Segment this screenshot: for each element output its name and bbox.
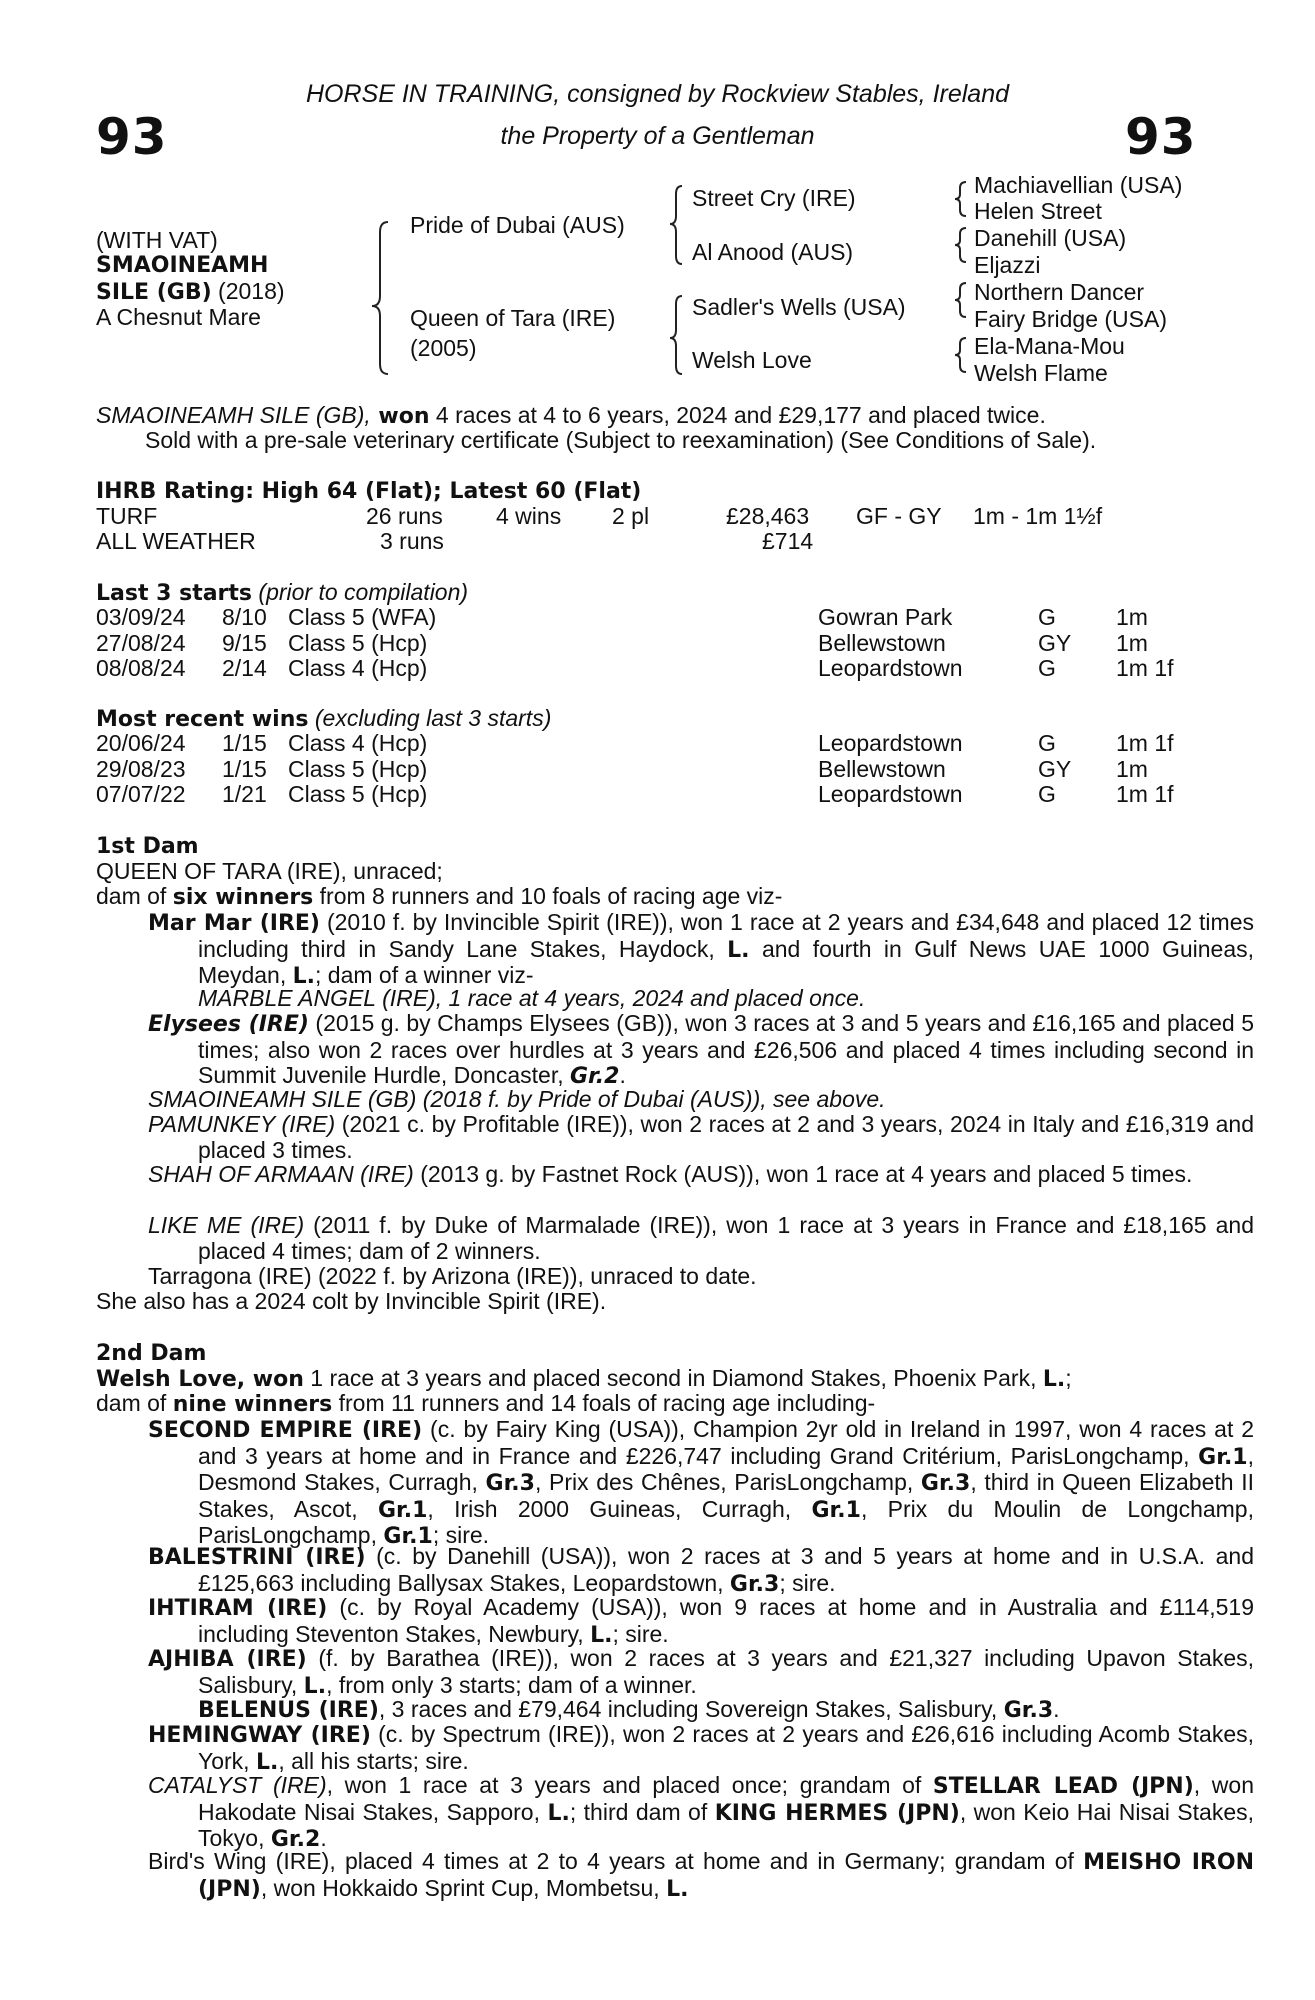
last3rows-course: Bellewstown	[818, 629, 946, 656]
horse-year: (2018)	[211, 278, 285, 304]
pedigree-dam-sire: Sadler's Wells (USA)	[692, 294, 906, 320]
last3rows-going: GY	[1038, 629, 1072, 656]
last3-title: Last 3 starts	[96, 581, 253, 606]
dam2-s5-L: L.	[255, 1749, 279, 1775]
last3rows-date: 03/09/24	[96, 604, 186, 630]
pedigree-sire-sire: Street Cry (IRE)	[692, 185, 856, 211]
dam2-s3-L: L.	[590, 1622, 613, 1648]
dam1-entry-shah	[148, 1162, 1254, 1188]
dam2-s2-end: ; sire.	[779, 1569, 836, 1596]
dam2-s4-sub-name: BELENUS (IRE)	[198, 1698, 379, 1723]
rating-turf-earnings: £28,463	[726, 503, 810, 529]
dam1-title: 1st Dam	[96, 834, 199, 859]
dam2-s5-text: (c. by Spectrum (IRE)), won 2 races at 2 years and £26,616 including Acomb Stakes, York,	[198, 1721, 1255, 1774]
dam2-line1	[96, 1366, 1072, 1393]
dam1-line2	[96, 884, 782, 911]
dam2-won: , won	[236, 1367, 304, 1392]
dam2-l1-text: 1 race at 3 years and placed second in Diamond Stakes, Phoenix Park,	[303, 1365, 1043, 1391]
dam1-e2-name: Elysees (IRE)	[148, 1012, 309, 1037]
dam1-e1-text3: ; dam of a winner viz-	[315, 962, 534, 988]
rating-title: IHRB Rating: High 64 (Flat); Latest 60 (Flat)	[96, 479, 642, 504]
dam2-s5-end: , all his starts; sire.	[278, 1747, 469, 1774]
dam2-s7-text: Bird's Wing (IRE), placed 4 times at 2 to 4 years at home and in Germany; grandam of	[148, 1848, 1084, 1874]
rating-aw-earnings: £714	[762, 528, 814, 554]
dam2-entry-birdswing	[148, 1849, 1254, 1902]
rating-turf-going: GF - GY	[856, 503, 942, 529]
winrows-class: Class 4 (Hcp)	[288, 730, 428, 756]
dam2-title: 2nd Dam	[96, 1341, 207, 1366]
rating-turf-placed: 2 pl	[612, 503, 650, 529]
summary-won: won	[370, 404, 430, 429]
last3rows-pos: 8/10	[222, 604, 267, 630]
dam1-e1-L: L.	[727, 937, 750, 963]
winrows-going: G	[1038, 730, 1056, 756]
dam2-s4-sub	[198, 1697, 1060, 1724]
last3rows-date: 08/08/24	[96, 655, 186, 681]
dam2-s4-sub-end: .	[1053, 1696, 1060, 1722]
dam2-s1-gr5: Gr.1	[811, 1497, 861, 1523]
dam2-s7-b: MEISHO IRON (JPN)	[198, 1850, 1254, 1902]
winrows-pos: 1/21	[222, 781, 267, 807]
summary-line1	[96, 403, 1046, 430]
rating-turf-surface: TURF	[96, 503, 158, 529]
summary-horse-name: SMAOINEAMH SILE (GB),	[96, 402, 371, 428]
last3rows-pos: 2/14	[222, 655, 267, 681]
pedigree-g4: Eljazzi	[974, 252, 1041, 278]
dam2-s1-d: , third in Queen Elizabeth II Stakes, Ascot,	[198, 1469, 1254, 1522]
winrows-course: Bellewstown	[818, 755, 946, 782]
vat-note: (WITH VAT)	[96, 227, 218, 253]
pedigree-g5: Northern Dancer	[974, 279, 1145, 305]
dam2-s7-L: L.	[666, 1876, 689, 1902]
dam2-s3-text: (c. by Royal Academy (USA)), won 9 races at home and in Australia and £114,519 including Steventon Stakes, Newbury,	[198, 1594, 1255, 1647]
dam2-s1-a: (c. by Fairy King (USA)), Champion 2yr old in Ireland in 1997, won 4 races at 2 and 3 years at home and in France and £226,747 including Grand Critérium, ParisLongchamp,	[198, 1416, 1255, 1469]
dam1-entry-marmar	[148, 910, 1254, 990]
dam1-entry-likeme	[148, 1213, 1254, 1264]
winrows-date: 29/08/23	[96, 755, 186, 782]
horse-name-line1: SMAOINEAMH	[96, 253, 269, 278]
last3rows-going: G	[1038, 604, 1056, 630]
winrows-dist: 1m	[1116, 755, 1148, 782]
dam2-entry-hemingway	[148, 1722, 1254, 1775]
rating-turf-distance: 1m - 1m 1½f	[973, 503, 1103, 529]
pedigree-g8: Welsh Flame	[974, 360, 1108, 386]
dam2-s1-gr2: Gr.3	[485, 1471, 535, 1496]
dam2-name: Welsh Love	[96, 1367, 237, 1392]
dam2-s1-gr3: Gr.3	[920, 1471, 971, 1496]
dam2-s4-end: , from only 3 starts; dam of a winner.	[326, 1671, 697, 1698]
wins-title: Most recent wins	[96, 707, 309, 732]
dam2-s5-name: HEMINGWAY (IRE)	[148, 1723, 371, 1748]
winrows-date: 20/06/24	[96, 730, 186, 756]
dam1-e2-gr: Gr.2	[570, 1064, 620, 1089]
dam2-l1-end: ;	[1065, 1365, 1072, 1391]
rating-turf-runs: 26 runs	[366, 503, 443, 529]
dam1-entry-elysees	[148, 1011, 1254, 1090]
dam2-entry-ajhiba	[148, 1646, 1254, 1699]
dam1-e8: She also has a 2024 colt by Invincible Spirit (IRE).	[96, 1288, 607, 1314]
dam1-e2-end: .	[619, 1062, 626, 1088]
last3-heading	[96, 580, 468, 607]
pedigree-sire: Pride of Dubai (AUS)	[410, 212, 625, 238]
wins-heading	[96, 706, 551, 733]
dam1-e4-name: PAMUNKEY (IRE)	[148, 1111, 336, 1137]
dam2-s4-sub-gr: Gr.3	[1003, 1698, 1054, 1723]
dam2-l1-L: L.	[1042, 1367, 1066, 1392]
rating-aw-runs: 3 runs	[380, 528, 444, 554]
winrows-class: Class 5 (Hcp)	[288, 781, 428, 807]
dam2-s4-name: AJHIBA (IRE)	[148, 1647, 307, 1672]
dam2-entry-second-empire	[148, 1417, 1254, 1550]
last3-subtitle: (prior to compilation)	[252, 579, 469, 605]
last3rows-course: Gowran Park	[818, 604, 953, 630]
dam2-s6-text4: , won Keio Hai Nisai Stakes, Tokyo,	[198, 1798, 1255, 1851]
last3rows-pos: 9/15	[222, 629, 267, 656]
dam2-entry-catalyst	[148, 1773, 1254, 1853]
dam2-entry-balestrini	[148, 1544, 1254, 1597]
winrows-course: Leopardstown	[818, 730, 963, 756]
pedigree-g6: Fairy Bridge (USA)	[974, 306, 1167, 332]
dam2-s4-text: (f. by Barathea (IRE)), won 2 races at 3 years and £21,327 including Upavon Stakes, Salisbury,	[198, 1645, 1254, 1698]
dam2-s1-gr4: Gr.1	[377, 1497, 428, 1523]
summary-vet-note: Sold with a pre-sale veterinary certificate (Subject to reexamination) (See Conditions of Sale).	[145, 427, 1097, 453]
dam2-s1-name: SECOND EMPIRE (IRE)	[148, 1418, 423, 1443]
winrows-pos: 1/15	[222, 755, 267, 782]
dam1-e7: Tarragona (IRE) (2022 f. by Arizona (IRE)), unraced to date.	[148, 1263, 757, 1289]
dam1-e1-L2: L.	[292, 964, 315, 989]
dam2-s3-name: IHTIRAM (IRE)	[148, 1596, 328, 1621]
last3rows-dist: 1m	[1116, 604, 1148, 630]
horse-name-line2: SILE (GB)	[96, 280, 212, 305]
last3rows-dist: 1m 1f	[1116, 655, 1174, 681]
last3rows-class: Class 5 (Hcp)	[288, 629, 428, 656]
dam2-s1-c: , Prix des Chênes, ParisLongchamp,	[534, 1469, 921, 1495]
dam2-l2c: from 11 runners and 14 foals of racing age including-	[332, 1390, 876, 1416]
winrows-going: G	[1038, 781, 1056, 807]
dam2-s6-b2: KING HERMES (JPN)	[714, 1800, 960, 1826]
header-consignor: HORSE IN TRAINING, consigned by Rockview Stables, Ireland	[305, 80, 1010, 108]
rating-turf-wins: 4 wins	[496, 503, 562, 529]
last3rows-date: 27/08/24	[96, 629, 186, 656]
winrows-pos: 1/15	[222, 730, 267, 756]
dam1-e1-name: Mar Mar (IRE)	[148, 911, 320, 936]
last3rows-class: Class 4 (Hcp)	[288, 655, 428, 681]
dam2-s4-sub-text: , 3 races and £79,464 including Sovereign Stakes, Salisbury,	[378, 1696, 1004, 1722]
last3rows-dist: 1m	[1116, 629, 1148, 656]
dam2-entry-ihtiram	[148, 1595, 1254, 1648]
wins-subtitle: (excluding last 3 starts)	[308, 705, 552, 731]
dam2-s3-end: ; sire.	[612, 1620, 669, 1647]
dam2-winners: nine winners	[172, 1392, 333, 1417]
dam1-e4-text: (2021 c. by Profitable (IRE)), won 2 races at 2 and 3 years, 2024 in Italy and £16,319 and placed 3 times.	[198, 1111, 1254, 1163]
dam2-s6-b1: STELLAR LEAD (JPN)	[932, 1774, 1194, 1799]
dam1-e5-name: SHAH OF ARMAAN (IRE)	[148, 1161, 414, 1187]
dam2-l2a: dam of	[96, 1390, 173, 1416]
last3rows-class: Class 5 (WFA)	[288, 604, 437, 630]
winrows-course: Leopardstown	[818, 781, 963, 807]
last3rows-going: G	[1038, 655, 1056, 681]
dam2-s2-gr: Gr.3	[729, 1571, 780, 1597]
dam1-line1: QUEEN OF TARA (IRE), unraced;	[96, 858, 443, 884]
pedigree-g3: Danehill (USA)	[974, 225, 1127, 251]
dam2-s6-name: CATALYST (IRE)	[148, 1772, 327, 1798]
pedigree-sire-dam: Al Anood (AUS)	[692, 239, 854, 265]
lot-number-right: 93	[1125, 108, 1197, 166]
dam2-s6-text2: , won Hakodate Nisai Stakes, Sapporo,	[198, 1772, 1254, 1825]
dam1-line2a: dam of	[96, 883, 173, 909]
dam1-winners: six winners	[172, 885, 314, 910]
dam2-line2	[96, 1391, 875, 1418]
dam2-s2-text: (c. by Danehill (USA)), won 2 races at 3 and 5 years at home and in U.S.A. and £125,663 including Ballysax Stakes, Leopardstown,	[198, 1543, 1254, 1596]
dam1-e1-sub: MARBLE ANGEL (IRE), 1 race at 4 years, 2024 and placed once.	[198, 985, 866, 1011]
dam1-e1-text: (2010 f. by Invincible Spirit (IRE)), won 1 race at 2 years and £34,648 and placed 12 times including third in Sandy Lane Stakes, Haydock,	[198, 909, 1254, 962]
summary-text: 4 races at 4 to 6 years, 2024 and £29,177 and placed twice.	[429, 402, 1046, 428]
dam2-s6-text3: ; third dam of	[569, 1798, 715, 1825]
dam1-e2-text: (2015 g. by Champs Elysees (GB)), won 3 races at 3 and 5 years and £16,165 and placed 5 times; also won 2 races over hurdles at 3 years and £26,506 and placed 4 times including second in Summit Juvenile Hurdle, Doncaster,	[198, 1010, 1254, 1088]
dam2-s1-g: ; sire.	[432, 1522, 490, 1548]
dam2-s6-gr: Gr.2	[270, 1827, 321, 1852]
header-property: the Property of a Gentleman	[500, 122, 815, 150]
lot-number-left: 93	[96, 108, 168, 166]
pedigree-g2: Helen Street	[974, 198, 1102, 224]
last3rows-course: Leopardstown	[818, 655, 963, 681]
dam2-s1-gr6: Gr.1	[383, 1524, 433, 1549]
dam1-e3: SMAOINEAMH SILE (GB) (2018 f. by Pride of Dubai (AUS)), see above.	[148, 1086, 886, 1112]
dam2-s6-text: , won 1 race at 3 years and placed once; grandam of	[326, 1772, 933, 1798]
pedigree-dam-year: (2005)	[410, 335, 477, 361]
winrows-going: GY	[1038, 755, 1072, 782]
horse-description: A Chesnut Mare	[96, 304, 261, 330]
dam2-s1-f: , Prix du Moulin de Longchamp, ParisLongchamp,	[198, 1495, 1254, 1548]
pedigree-dam-dam: Welsh Love	[692, 347, 812, 373]
dam2-s1-gr1: Gr.1	[1198, 1444, 1248, 1470]
dam2-s4-L: L.	[303, 1673, 327, 1699]
pedigree-dam: Queen of Tara (IRE)	[410, 305, 616, 331]
rating-aw-surface: ALL WEATHER	[96, 528, 256, 554]
pedigree-g7: Ela-Mana-Mou	[974, 333, 1125, 359]
pedigree-g1: Machiavellian (USA)	[974, 172, 1183, 198]
dam1-e6-name: LIKE ME (IRE)	[148, 1212, 305, 1238]
dam1-e5-text: (2013 g. by Fastnet Rock (AUS)), won 1 race at 4 years and placed 5 times.	[413, 1161, 1193, 1187]
dam2-s2-name: BALESTRINI (IRE)	[148, 1545, 366, 1570]
winrows-dist: 1m 1f	[1116, 781, 1174, 807]
winrows-dist: 1m 1f	[1116, 730, 1174, 756]
dam1-line2c: from 8 runners and 10 foals of racing age viz-	[313, 883, 783, 909]
dam2-s1-e: , Irish 2000 Guineas, Curragh,	[427, 1495, 812, 1522]
dam1-entry-pamunkey	[148, 1112, 1254, 1163]
dam2-s7-text2: , won Hokkaido Sprint Cup, Mombetsu,	[260, 1874, 667, 1901]
dam1-e6-text: (2011 f. by Duke of Marmalade (IRE)), won 1 race at 3 years in France and £18,165 and placed 4 times; dam of 2 winners.	[198, 1212, 1254, 1264]
dam1-e1-text2: and fourth in Gulf News UAE 1000 Guineas, Meydan,	[198, 935, 1254, 988]
dam2-s6-end: .	[320, 1825, 327, 1851]
dam2-s6-L: L.	[547, 1800, 570, 1826]
dam2-s1-b: , Desmond Stakes, Curragh,	[198, 1442, 1254, 1495]
winrows-class: Class 5 (Hcp)	[288, 755, 428, 782]
winrows-date: 07/07/22	[96, 781, 186, 807]
